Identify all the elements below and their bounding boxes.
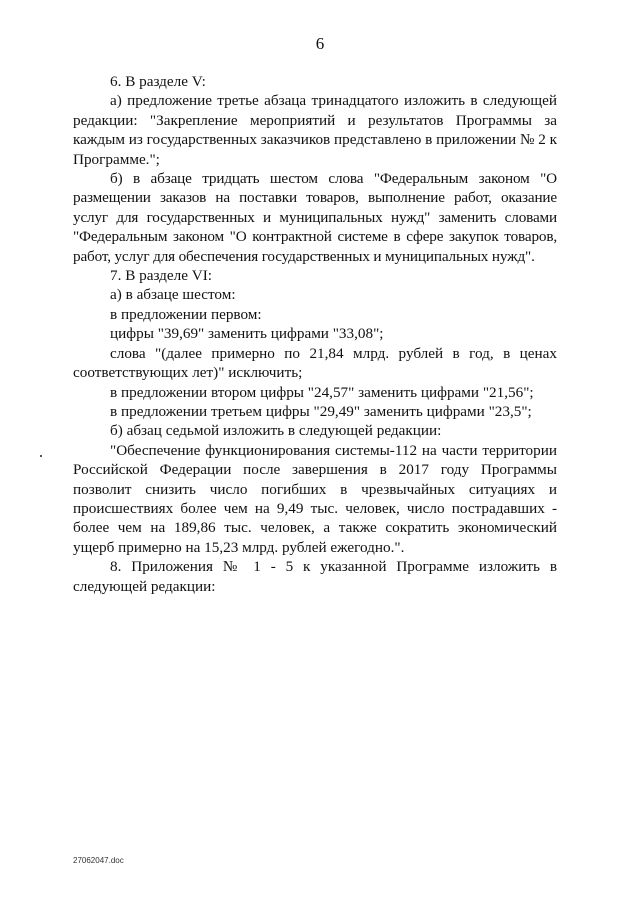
section-6-heading: 6. В разделе V: <box>110 73 206 90</box>
section-6-item-b: б) в абзаце тридцать шестом слова "Федеральным законом "О размещении заказов на поставки товаров, выполнение работ, оказание услуг для государственных и муниципальных нужд" заменить словами "Федеральным законом "О контрактной системе в сфере закупок товаров, работ, услуг для обеспечения государственных и муниципальных нужд". <box>73 170 557 265</box>
page-number: 6 <box>315 34 325 53</box>
words-exclusion: слова "(далее примерно по 21,84 млрд. рублей в год, в ценах соответствующих лет)" исключить; <box>73 344 557 382</box>
new-paragraph-text: "Обеспечение функционирования системы-112 на части территории Российской Федерации после завершения в 2017 году Программы позволит снизить число погибших в чрезвычайных ситуациях и происшествиях более чем на 9,49 тыс. человек, число пострадавших - более чем на 189,86 тыс. человек, а также сократить экономический ущерб примерно на 15,23 млрд. рублей ежегодно.". <box>73 441 557 556</box>
figures-replacement-1: цифры "39,69" заменить цифрами "33,08"; <box>110 325 384 343</box>
section-7-item-a: а) в абзаце шестом: <box>110 286 236 304</box>
section-6-item-a: а) предложение третье абзаца тринадцатого изложить в следующей редакции: "Закрепление мероприятий и результатов Программы за каждым из государственных заказчиков представлено в приложении № 2 к Программе."; <box>73 92 558 168</box>
section-7-item-b: б) абзац седьмой изложить в следующей редакции: <box>110 422 442 440</box>
section-8: 8. Приложения № 1 - 5 к указанной Программе изложить в следующей редакции: <box>73 558 557 595</box>
figures-replacement-3: в предложении третьем цифры "29,49" заменить цифрами "23,5"; <box>110 402 532 420</box>
scan-speck <box>40 455 42 457</box>
sentence-first-label: в предложении первом: <box>110 305 262 323</box>
footer-filename: 27062047.doc <box>73 856 124 865</box>
section-7-heading: 7. В разделе VI: <box>110 267 213 285</box>
figures-replacement-2: в предложении втором цифры "24,57" заменить цифрами "21,56"; <box>110 383 534 401</box>
document-body <box>73 72 557 596</box>
